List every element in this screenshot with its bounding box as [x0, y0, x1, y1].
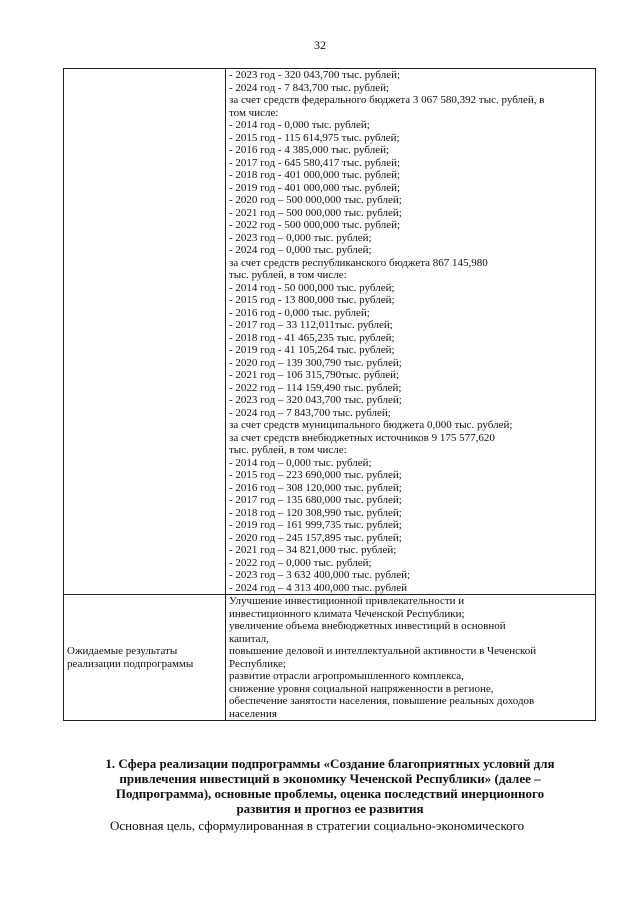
- financing-line: - 2018 год - 41 465,235 тыс. рублей;: [229, 331, 395, 344]
- financing-line: - 2022 год - 500 000,000 тыс. рублей;: [229, 219, 401, 231]
- results-label-line: Ожидаемые результаты: [67, 645, 178, 657]
- financing-label-cell: [64, 69, 226, 595]
- financing-line: за счет средств муниципального бюджета 0,000 тыс. рублей;: [229, 419, 513, 431]
- financing-line: за счет средств внебюджетных источников 9 175 577,620: [229, 431, 495, 444]
- financing-line: - 2017 год – 135 680,000 тыс. рублей;: [229, 494, 402, 506]
- subprogram-passport-table: [63, 68, 596, 721]
- results-line: населения: [229, 707, 277, 720]
- financing-line: - 2017 год - 645 580,417 тыс. рублей;: [229, 156, 401, 169]
- results-line: инвестиционного климата Чеченской Республики;: [229, 607, 465, 620]
- financing-line: - 2021 год – 106 315,790тыс. рублей;: [229, 369, 400, 381]
- financing-line: - 2021 год – 34 821,000 тыс. рублей;: [229, 544, 397, 556]
- financing-line: - 2022 год – 114 159,490 тыс. рублей;: [229, 381, 402, 394]
- financing-line: - 2021 год – 500 000,000 тыс. рублей;: [229, 206, 402, 219]
- page-number: 32: [314, 38, 326, 52]
- financing-line: - 2019 год - 401 000,000 тыс. рублей;: [229, 181, 401, 194]
- financing-line: - 2018 год – 120 308,990 тыс. рублей;: [229, 506, 402, 519]
- financing-line: - 2019 год - 41 105,264 тыс. рублей;: [229, 344, 395, 356]
- financing-line: - 2016 год – 308 120,000 тыс. рублей;: [229, 481, 402, 494]
- body-paragraph: Основная цель, сформулированная в стратегии социально-экономического: [110, 818, 525, 833]
- results-line: капитал,: [229, 632, 269, 645]
- results-line: Республике;: [229, 657, 286, 670]
- results-line: повышение деловой и интеллектуальной активности в Чеченской: [229, 645, 537, 657]
- financing-line: - 2016 год - 0,000 тыс. рублей;: [229, 306, 370, 319]
- financing-line: - 2014 год - 0,000 тыс. рублей;: [229, 119, 370, 131]
- financing-line: том числе:: [229, 106, 279, 119]
- financing-line: - 2020 год – 139 300,790 тыс. рублей;: [229, 356, 402, 369]
- financing-line: - 2014 год – 0,000 тыс. рублей;: [229, 456, 372, 469]
- results-label-line: реализации подпрограммы: [67, 657, 194, 670]
- heading-line: Подпрограмма), основные проблемы, оценка последствий инерционного: [115, 786, 545, 801]
- financing-line: - 2017 год – 33 112,011тыс. рублей;: [229, 319, 393, 331]
- results-line: обеспечение занятости населения, повышение реальных доходов: [229, 695, 535, 707]
- heading-line: 1. Сфера реализации подпрограммы «Создание благоприятных условий для: [105, 756, 555, 771]
- financing-line: за счет средств республиканского бюджета 867 145,980: [229, 256, 488, 269]
- financing-cell: [226, 69, 596, 595]
- financing-line: - 2023 год - 320 043,700 тыс. рублей;: [229, 69, 401, 81]
- financing-line: - 2023 год – 3 632 400,000 тыс. рублей;: [229, 569, 411, 581]
- financing-line: - 2016 год - 4 385,000 тыс. рублей;: [229, 144, 390, 156]
- results-line: снижение уровня социальной напряженности в регионе,: [229, 682, 494, 695]
- financing-line: за счет средств федерального бюджета 3 067 580,392 тыс. рублей, в: [229, 94, 545, 106]
- results-label-cell: [64, 595, 226, 721]
- financing-line: - 2020 год – 245 157,895 тыс. рублей;: [229, 531, 402, 544]
- financing-line: - 2015 год - 13 800,000 тыс. рублей;: [229, 294, 395, 306]
- financing-line: - 2020 год – 500 000,000 тыс. рублей;: [229, 194, 402, 206]
- financing-line: - 2024 год – 0,000 тыс. рублей;: [229, 244, 372, 256]
- financing-line: тыс. рублей, в том числе:: [229, 269, 347, 281]
- heading-line: развития и прогноз ее развития: [236, 801, 424, 816]
- results-cell: [226, 595, 596, 721]
- financing-line: - 2015 год - 115 614,975 тыс. рублей;: [229, 131, 400, 144]
- financing-line: - 2024 год – 4 313 400,000 тыс. рублей: [229, 581, 408, 594]
- financing-line: - 2022 год – 0,000 тыс. рублей;: [229, 556, 372, 569]
- financing-line: - 2019 год – 161 999,735 тыс. рублей;: [229, 519, 402, 531]
- section-heading: [70, 756, 590, 816]
- financing-line: - 2023 год – 0,000 тыс. рублей;: [229, 231, 372, 244]
- results-line: развитие отрасли агропромышленного комплекса,: [229, 670, 464, 682]
- results-line: Улучшение инвестиционной привлекательности и: [229, 595, 465, 607]
- financing-line: - 2015 год – 223 690,000 тыс. рублей;: [229, 469, 402, 481]
- results-line: увеличение объема внебюджетных инвестиций в основной: [229, 620, 506, 632]
- financing-row: [64, 69, 596, 595]
- financing-line: - 2023 год – 320 043,700 тыс. рублей;: [229, 394, 402, 406]
- financing-line: - 2018 год - 401 000,000 тыс. рублей;: [229, 169, 401, 181]
- results-row: [64, 595, 596, 721]
- financing-line: тыс. рублей, в том числе:: [229, 444, 347, 456]
- financing-line: - 2014 год - 50 000,000 тыс. рублей;: [229, 281, 395, 294]
- heading-line: привлечения инвестиций в экономику Чеченской Республики» (далее –: [119, 771, 541, 786]
- financing-line: - 2024 год - 7 843,700 тыс. рублей;: [229, 81, 390, 94]
- financing-line: - 2024 год – 7 843,700 тыс. рублей;: [229, 406, 391, 419]
